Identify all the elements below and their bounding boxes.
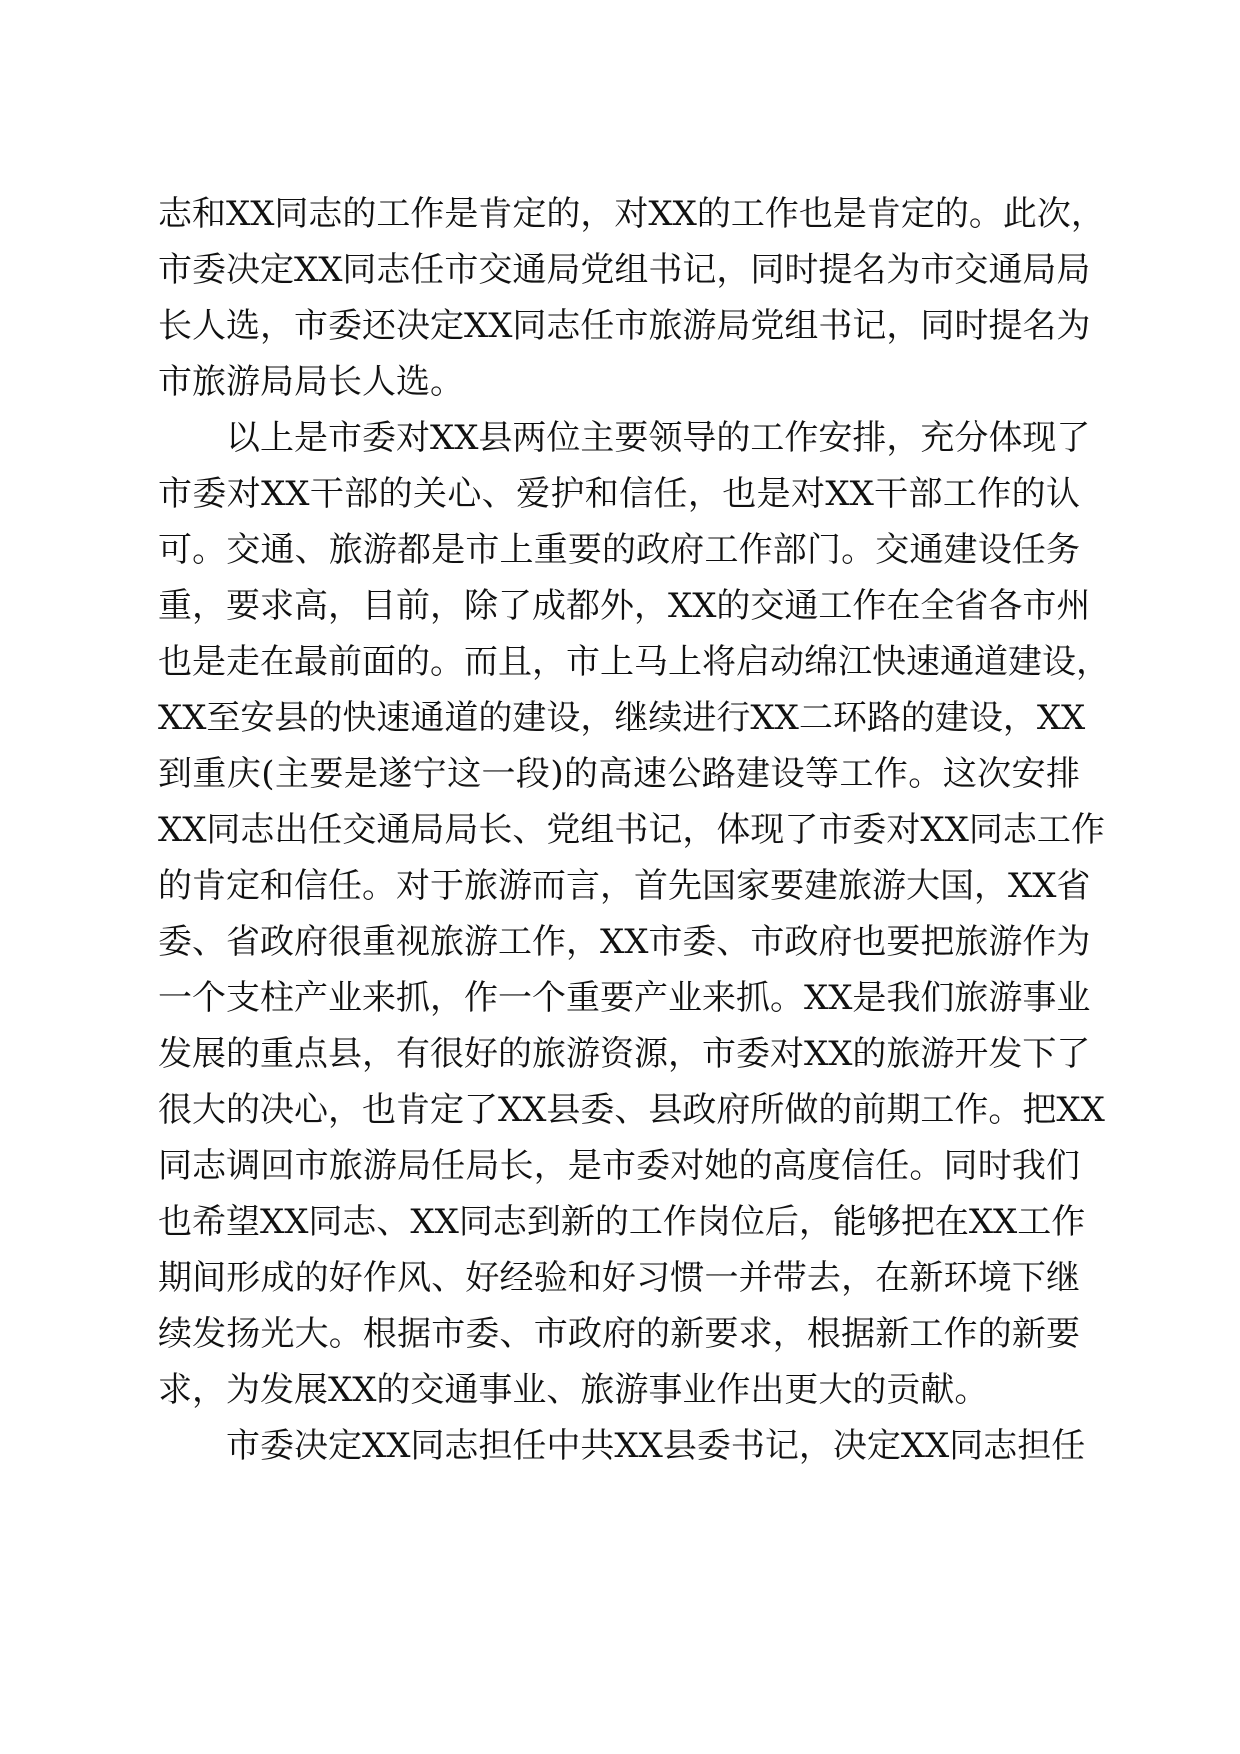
body-text <box>158 186 1110 1474</box>
text-line: 也希望XX同志、XX同志到新的工作岗位后，能够把在XX工作 <box>158 1202 1086 1242</box>
text-line: 市委对XX干部的关心、爱护和信任，也是对XX干部工作的认 <box>158 474 1080 514</box>
text-line: 市委决定XX同志任市交通局党组书记，同时提名为市交通局局 <box>158 250 1091 290</box>
text-line: 市委决定XX同志担任中共XX县委书记，决定XX同志担任 <box>226 1426 1086 1466</box>
text-line: 长人选，市委还决定XX同志任市旅游局党组书记，同时提名为 <box>158 306 1091 346</box>
text-line: 重，要求高，目前，除了成都外，XX的交通工作在全省各市州 <box>158 586 1091 626</box>
text-line: 的肯定和信任。对于旅游而言，首先国家要建旅游大国，XX省 <box>158 866 1091 906</box>
paragraph <box>158 186 1105 410</box>
paragraph <box>158 1418 1086 1474</box>
text-line: 一个支柱产业来抓，作一个重要产业来抓。XX是我们旅游事业 <box>158 978 1091 1018</box>
paragraph <box>158 410 1110 1418</box>
text-line: 求，为发展XX的交通事业、旅游事业作出更大的贡献。 <box>158 1370 989 1410</box>
text-line: XX至安县的快速通道的建设，继续进行XX二环路的建设，XX <box>158 698 1086 738</box>
text-line: 同志调回市旅游局任局长，是市委对她的高度信任。同时我们 <box>158 1146 1080 1186</box>
text-line: 到重庆(主要是遂宁这一段)的高速公路建设等工作。这次安排 <box>158 754 1080 794</box>
text-line: 可。交通、旅游都是市上重要的政府工作部门。交通建设任务 <box>158 530 1080 570</box>
text-line: 也是走在最前面的。而且，市上马上将启动绵江快速通道建设， <box>158 642 1110 682</box>
text-line: 续发扬光大。根据市委、市政府的新要求，根据新工作的新要 <box>158 1314 1080 1354</box>
text-line: 期间形成的好作风、好经验和好习惯一并带去，在新环境下继 <box>158 1258 1080 1298</box>
text-line: 委、省政府很重视旅游工作，XX市委、市政府也要把旅游作为 <box>158 922 1091 962</box>
text-line: XX同志出任交通局局长、党组书记，体现了市委对XX同志工作 <box>158 810 1105 850</box>
text-line: 以上是市委对XX县两位主要领导的工作安排，充分体现了 <box>226 418 1091 458</box>
text-line: 发展的重点县，有很好的旅游资源，市委对XX的旅游开发下了 <box>158 1034 1091 1074</box>
text-line: 很大的决心，也肯定了XX县委、县政府所做的前期工作。把XX <box>158 1090 1105 1130</box>
text-line: 志和XX同志的工作是肯定的，对XX的工作也是肯定的。此次， <box>158 194 1105 234</box>
text-line: 市旅游局局长人选。 <box>158 362 464 402</box>
